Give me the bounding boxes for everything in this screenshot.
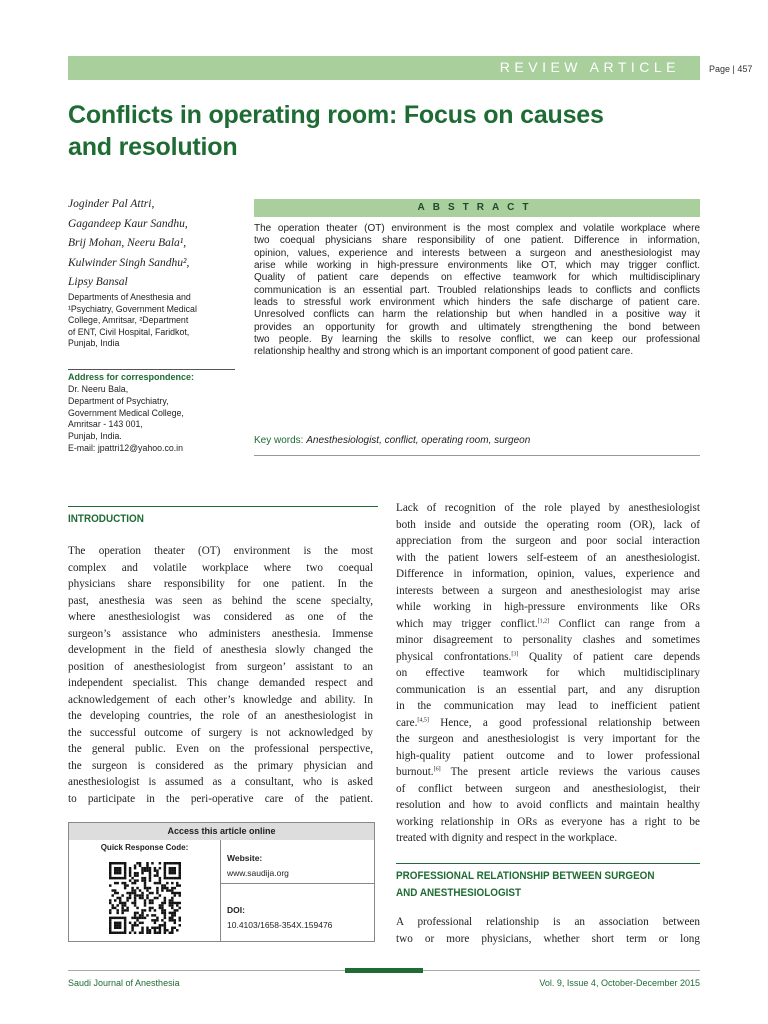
heading-line: PROFESSIONAL RELATIONSHIP BETWEEN SURGEON xyxy=(396,870,655,882)
body-line: which may trigger conflict.[1,2] Conflict can range from a xyxy=(396,617,700,630)
body-line: physicians share responsibility for one patient. In the xyxy=(68,578,373,590)
abstract-line: arise while working in high-pressure environments like OT, which may trigger conflict. xyxy=(254,260,700,272)
body-line: while working in high-pressure environments like ORs xyxy=(396,601,700,613)
body-line: The operation theater (OT) environment is the most xyxy=(68,545,373,557)
body-line: resolution and how to avoid conflicts and maintain healthy xyxy=(396,799,700,811)
professional-relationship-heading xyxy=(396,868,655,902)
affiliation-line: Departments of Anesthesia and xyxy=(68,292,191,302)
abstract-line: two coequal physicians share responsibility of one patient. Difference in information, xyxy=(254,235,700,247)
article-type-label: REVIEW ARTICLE xyxy=(499,59,680,75)
affiliations xyxy=(68,292,248,350)
qr-panel xyxy=(69,840,221,941)
body-line: physical confrontations.[3] Quality of patient care depends xyxy=(396,650,700,663)
website-link[interactable]: www.saudija.org xyxy=(227,868,289,878)
footer-journal-name: Saudi Journal of Anesthesia xyxy=(68,978,180,988)
correspondence-email[interactable]: E-mail: jpattri12@yahoo.co.in xyxy=(68,442,184,453)
page-number: Page | 457 xyxy=(709,64,753,74)
author-line: Brij Mohan, Neeru Bala¹, xyxy=(68,237,187,249)
body-line: both inside and outside the operating room (OR), lack of xyxy=(396,518,700,531)
abstract-line: Quality of patient care depends on effective teamwork for which multidisciplinary xyxy=(254,272,700,284)
body-line: position of anesthesiologist from surgeon’ assistant to an xyxy=(68,660,373,673)
body-line: anesthesiologist is assumed as a consultant, who is asked xyxy=(68,776,373,788)
affiliation-line: College, Amritsar, ²Department xyxy=(68,315,189,326)
professional-relationship-body xyxy=(396,914,700,947)
footer-accent-bar xyxy=(345,968,423,973)
affiliation-line: Punjab, India xyxy=(68,338,120,349)
article-type-banner xyxy=(68,56,700,80)
correspondence-heading: Address for correspondence: xyxy=(68,372,195,382)
affiliation-line: of ENT, Civil Hospital, Faridkot, xyxy=(68,326,190,337)
website-label: Website: xyxy=(227,853,263,863)
body-line: to participate in the peri-operative care of the patient. xyxy=(68,792,373,805)
body-line: on effective teamwork for which multidisciplinary xyxy=(396,667,700,679)
body-line: minor disagreement to personality clashes and sometimes xyxy=(396,634,700,646)
body-line: with the patient lowers self-esteem of an anesthesiologist. xyxy=(396,551,700,564)
divider xyxy=(221,883,374,884)
body-line: care.[4,5] Hence, a good professional relationship between xyxy=(396,716,700,729)
correspondence-line: Government Medical College, xyxy=(68,407,184,418)
doi-link[interactable]: 10.4103/1658-354X.159476 xyxy=(227,920,333,930)
body-line: where anesthesiologist was considered as one of the xyxy=(68,611,373,623)
abstract-banner xyxy=(254,199,700,217)
keywords xyxy=(254,435,530,446)
title-line: Conflicts in operating room: Focus on causes xyxy=(68,101,604,129)
body-line: two or more physicians, whether short term or long xyxy=(396,932,700,945)
body-line: in the communication may lead to inefficient patient xyxy=(396,700,700,712)
introduction-heading: INTRODUCTION xyxy=(68,513,144,525)
body-line: treated with dignity and respect in the workplace. xyxy=(396,832,618,844)
body-line: burnout.[6] The present article reviews the various causes xyxy=(396,766,700,778)
divider xyxy=(68,369,235,370)
body-line: past, anesthesia was seen as behind the scene specialty, xyxy=(68,594,373,607)
doi-label: DOI: xyxy=(227,905,245,915)
correspondence-line: Amritsar - 143 001, xyxy=(68,419,143,430)
column2-body xyxy=(396,500,700,847)
body-line: independent specialist. This change demanded respect and xyxy=(68,677,373,689)
keywords-text: Anesthesiologist, conflict, operating room, surgeon xyxy=(306,435,531,446)
affiliation-line: ¹Psychiatry, Government Medical xyxy=(68,303,197,314)
body-line: A professional relationship is an association between xyxy=(396,916,700,928)
correspondence-line: Dr. Neeru Bala, xyxy=(68,384,129,394)
qr-code-icon[interactable] xyxy=(109,862,181,934)
abstract-text xyxy=(254,223,700,359)
body-line: the general public. Even on the professional perspective, xyxy=(68,743,373,755)
correspondence-line: Punjab, India. xyxy=(68,431,122,442)
body-line: working relationship in ORs as everyone has a right to be xyxy=(396,815,700,828)
section-rule xyxy=(68,506,378,507)
title-line: and resolution xyxy=(68,133,238,161)
correspondence-address xyxy=(68,384,248,455)
author-list xyxy=(68,195,248,293)
author-line: Kulwinder Singh Sandhu², xyxy=(68,256,190,269)
body-line: surgeon’s assistance who administers anesthesia. Immense xyxy=(68,627,373,640)
body-line: appreciation from the surgeon and poor social interaction xyxy=(396,535,700,547)
section-rule xyxy=(396,863,700,864)
abstract-line: relationship healthy and strong which is an important component of good patient care. xyxy=(254,346,634,358)
body-line: of conflict between surgeon and anesthesiologist, their xyxy=(396,782,700,795)
body-line: the developing countries, the role of an anesthesiologist in xyxy=(68,710,373,722)
author-line: Lipsy Bansal xyxy=(68,276,128,288)
abstract-line: Unresolved conflicts can harm the relationship but when handled in a positive way it xyxy=(254,309,700,321)
body-line: high-quality patient outcome and to lower professional xyxy=(396,749,700,762)
article-title xyxy=(68,99,688,163)
access-heading: Access this article online xyxy=(69,823,374,840)
abstract-line: The operation theater (OT) environment is the most complex and volatile workplace where xyxy=(254,223,700,234)
body-line: complex and volatile workplace where two coequal xyxy=(68,561,373,574)
abstract-line: provides an opportunity for growth and ultimately strengthening the bond between xyxy=(254,321,700,333)
abstract-line: opinion, values, experience and interests between a surgeon and anesthesiologist may xyxy=(254,247,700,259)
body-line: Difference in information, opinion, values, experience and xyxy=(396,568,700,580)
heading-line: AND ANESTHESIOLOGIST xyxy=(396,887,522,899)
abstract-heading: ABSTRACT xyxy=(417,202,537,213)
body-line: interests between a surgeon and anesthesiologist may arise xyxy=(396,584,700,597)
body-line: Lack of recognition of the role played by anesthesiologist xyxy=(396,502,700,514)
abstract-line: leads to stressful work environment which hinders the safe discharge of patient care. xyxy=(254,297,700,309)
correspondence-line: Department of Psychiatry, xyxy=(68,395,169,406)
body-line: communication is an essential part, and any disruption xyxy=(396,683,700,696)
keywords-label: Key words: xyxy=(254,435,304,446)
body-line: development in the field of anesthesia slowly changed the xyxy=(68,644,373,656)
author-line: Gagandeep Kaur Sandhu, xyxy=(68,217,188,230)
access-article-box xyxy=(68,822,375,942)
body-line: the successful outcome of surgery is not acknowledged by xyxy=(68,726,373,739)
qr-label: Quick Response Code: xyxy=(100,843,189,852)
divider xyxy=(254,455,700,456)
abstract-line: communication is an essential part. Troubled relationships leads to conflicts and conflicts xyxy=(254,284,700,296)
introduction-body xyxy=(68,543,373,807)
author-line: Joginder Pal Attri, xyxy=(68,198,155,210)
body-line: the surgeon is considered as the primary physician and xyxy=(68,759,373,772)
footer-issue: Vol. 9, Issue 4, October-December 2015 xyxy=(539,978,700,988)
abstract-line: two people. By learning the skills to resolve conflict, we can keep our professional xyxy=(254,334,700,346)
body-line: the surgeon and anesthesiologist is very important for the xyxy=(396,733,700,745)
body-line: acknowledgement of each other’s knowledge and ability. In xyxy=(68,693,373,706)
